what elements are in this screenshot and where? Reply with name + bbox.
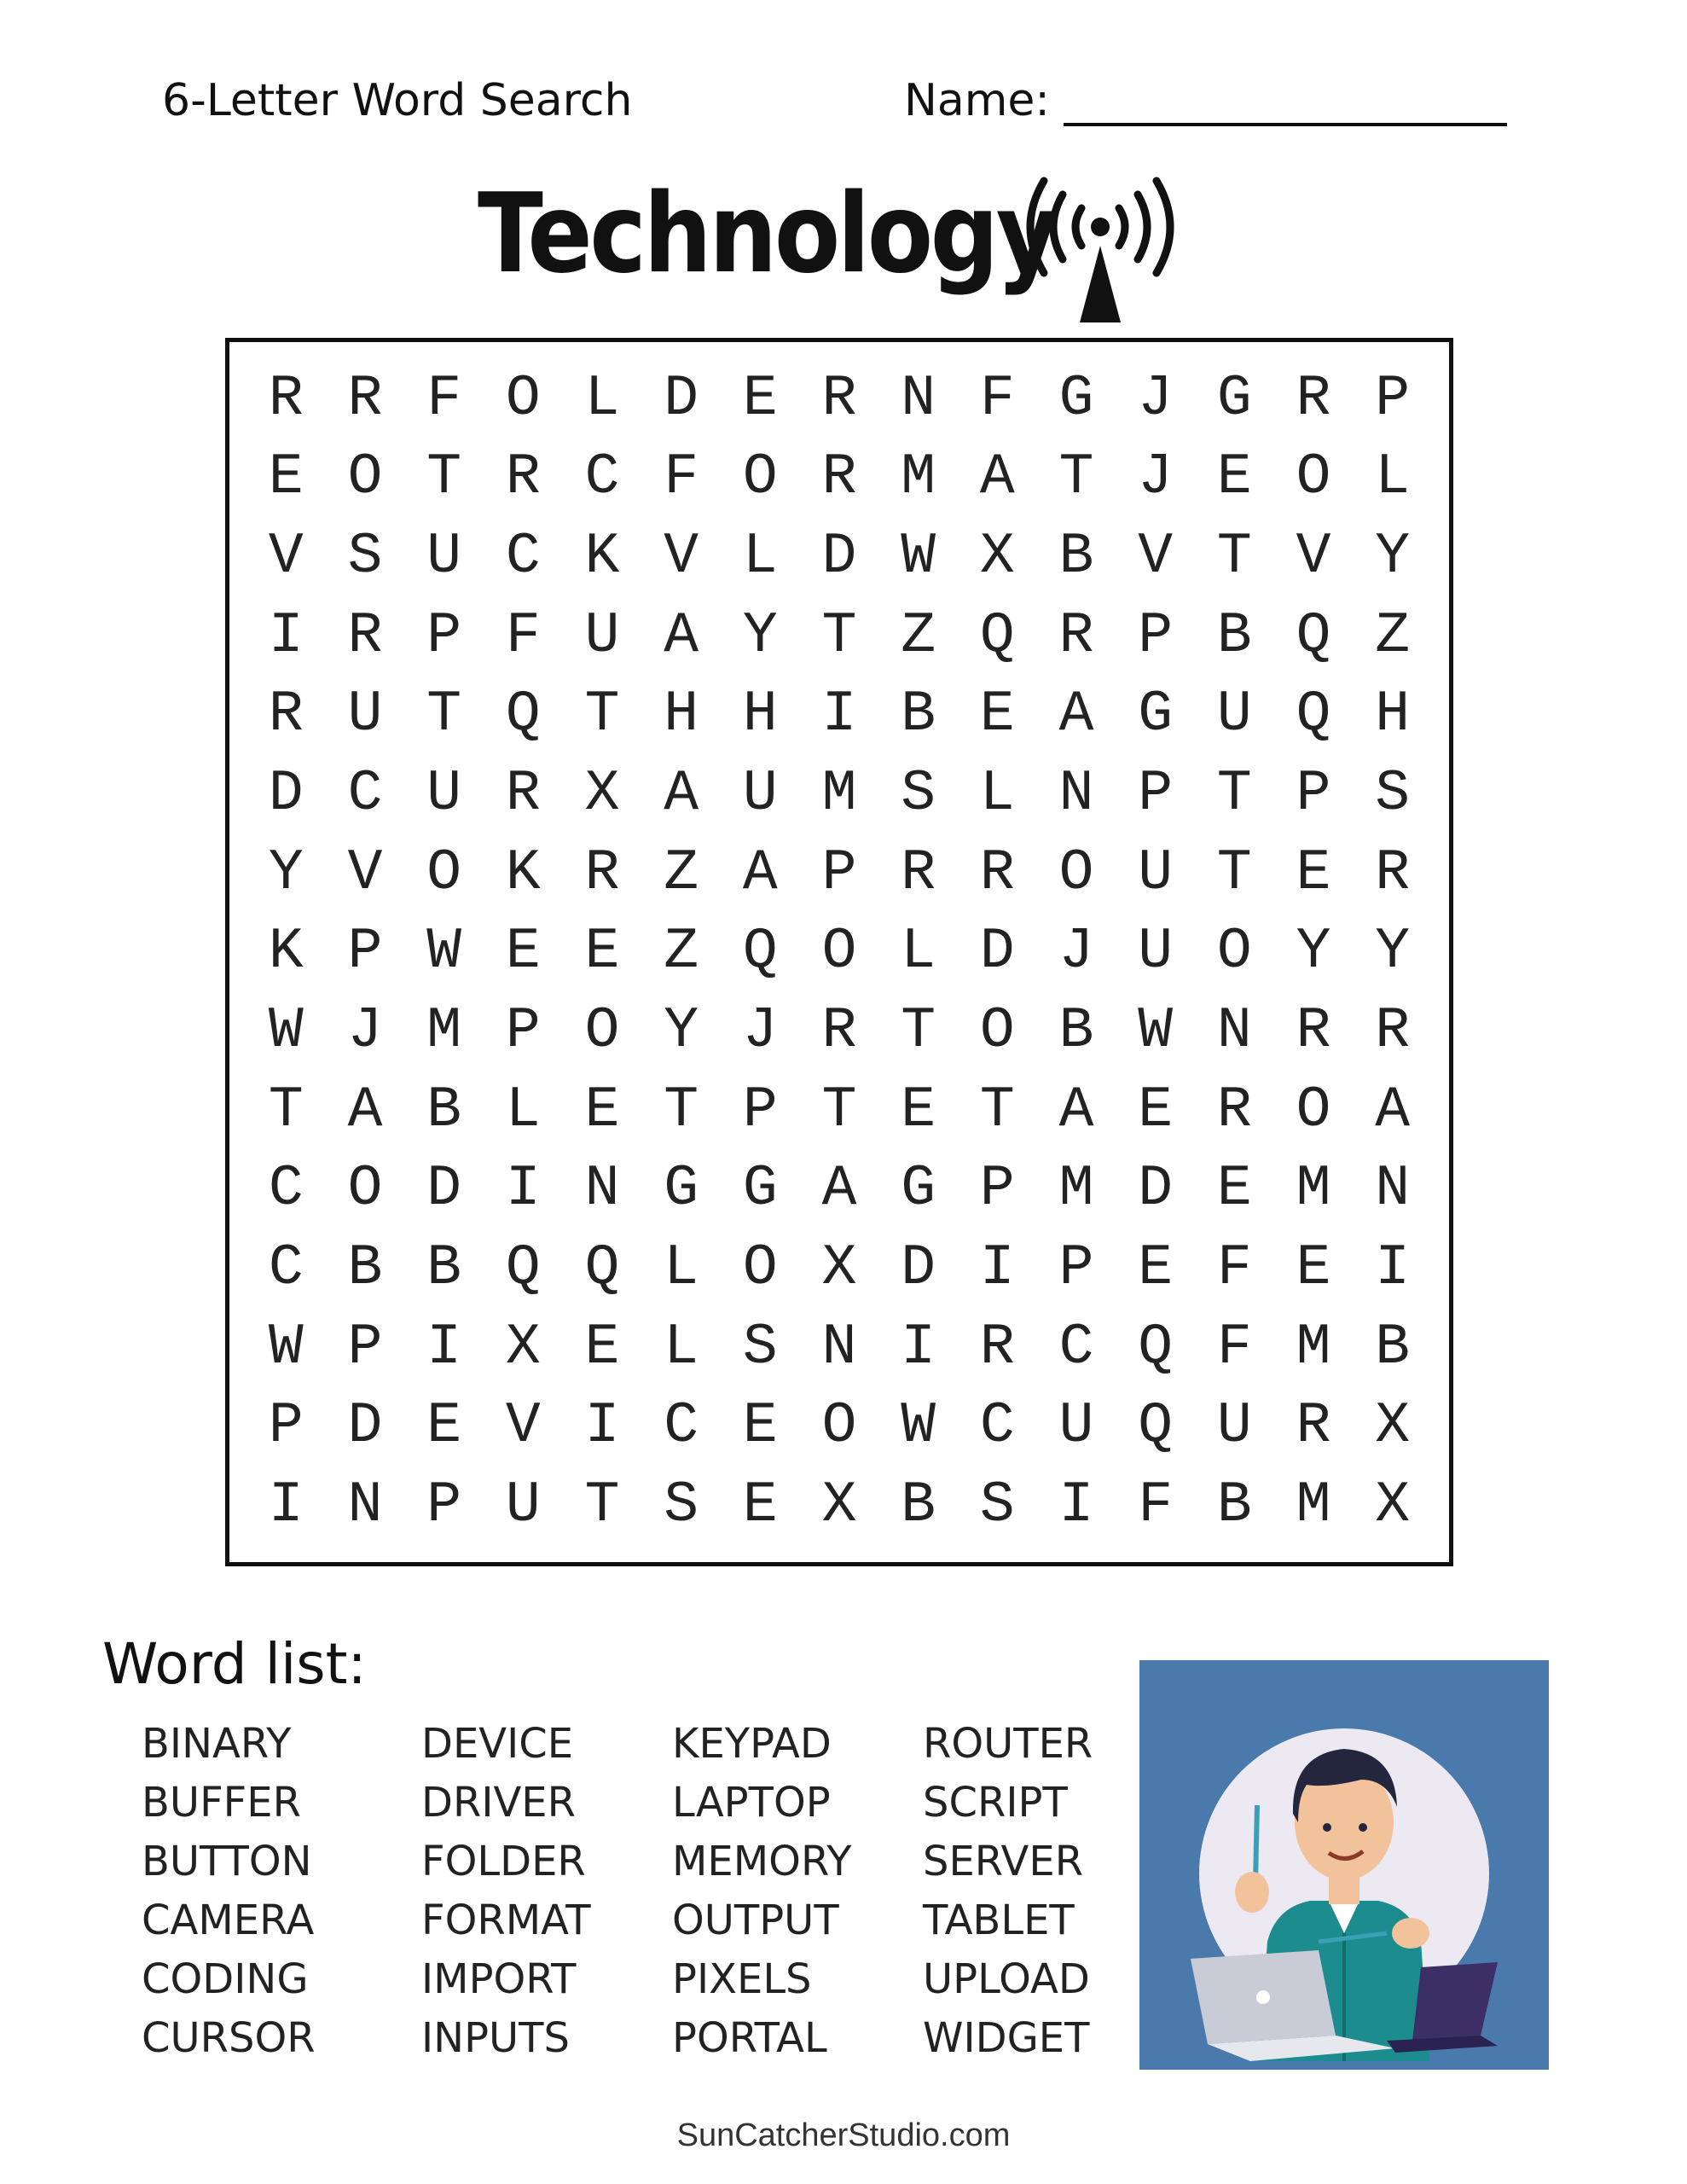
grid-letter: F (1216, 1314, 1252, 1380)
grid-letter: P (1375, 365, 1411, 432)
grid-letter: N (1216, 998, 1252, 1065)
grid-letter: R (1058, 602, 1094, 669)
grid-letter: C (664, 1393, 699, 1460)
grid-letter: I (821, 682, 857, 748)
grid-letter: U (1058, 1393, 1094, 1460)
grid-letter: C (347, 761, 383, 828)
grid-letter: U (1138, 919, 1174, 985)
grid-letter: O (584, 998, 620, 1065)
grid-letter: O (742, 444, 778, 511)
grid-letter: I (1058, 1472, 1094, 1539)
grid-letter: T (979, 1077, 1015, 1143)
grid-letter: H (1375, 682, 1411, 748)
grid-letter: P (1138, 602, 1174, 669)
grid-letter: J (1058, 919, 1094, 985)
grid-letter: U (584, 602, 620, 669)
grid-letter: P (1296, 761, 1331, 828)
grid-letter: O (821, 1393, 857, 1460)
grid-letter: R (1375, 998, 1411, 1065)
grid-letter: V (347, 839, 383, 906)
word-list-item: BUTTON (142, 1838, 312, 1885)
word-list-item: OUTPUT (672, 1896, 839, 1944)
grid-letter: X (584, 761, 620, 828)
grid-letter: U (1216, 682, 1252, 748)
word-list-item: KEYPAD (672, 1720, 832, 1768)
grid-letter: N (901, 365, 936, 432)
grid-letter: L (505, 1077, 541, 1143)
grid-letter: R (505, 761, 541, 828)
grid-letter: O (426, 839, 462, 906)
grid-letter: A (1058, 1077, 1094, 1143)
grid-letter: E (1216, 1156, 1252, 1223)
grid-letter: G (1058, 365, 1094, 432)
grid-letter: R (821, 444, 857, 511)
grid-letter: I (426, 1314, 462, 1380)
word-list-column-3 (672, 1715, 852, 2068)
grid-letter: I (268, 602, 304, 669)
grid-letter: C (1058, 1314, 1094, 1380)
grid-letter: V (664, 524, 699, 590)
grid-letter: V (505, 1393, 541, 1460)
grid-letter: W (268, 998, 304, 1065)
grid-letter: P (505, 998, 541, 1065)
grid-letter: X (979, 524, 1015, 590)
grid-letter: I (505, 1156, 541, 1223)
grid-letter: P (426, 602, 462, 669)
grid-letter: Q (1296, 682, 1331, 748)
grid-letter: I (1375, 1235, 1411, 1302)
grid-letter: U (505, 1472, 541, 1539)
grid-letter: Q (1296, 602, 1331, 669)
grid-letter: A (1375, 1077, 1411, 1143)
grid-letter: U (347, 682, 383, 748)
grid-letter: O (1058, 839, 1094, 906)
grid-letter: D (268, 761, 304, 828)
grid-letter: L (979, 761, 1015, 828)
grid-letter: D (347, 1393, 383, 1460)
grid-letter: D (1138, 1156, 1174, 1223)
grid-letter: W (901, 1393, 936, 1460)
grid-letter: A (664, 761, 699, 828)
word-list-item: CAMERA (142, 1896, 315, 1944)
grid-letter: R (268, 365, 304, 432)
grid-letter: I (901, 1314, 936, 1380)
grid-letter: Z (664, 839, 699, 906)
grid-letter: G (664, 1156, 699, 1223)
grid-letter: E (584, 919, 620, 985)
grid-letter: O (505, 365, 541, 432)
grid-letter: R (979, 839, 1015, 906)
antenna-signal-icon (1006, 171, 1194, 333)
grid-letter: R (1296, 998, 1331, 1065)
grid-letter: U (1138, 839, 1174, 906)
grid-letter: T (1216, 839, 1252, 906)
grid-letter: D (664, 365, 699, 432)
grid-letter: A (821, 1156, 857, 1223)
grid-letter: J (1138, 444, 1174, 511)
grid-letter: G (901, 1156, 936, 1223)
grid-letter: R (347, 365, 383, 432)
grid-letter: M (426, 998, 462, 1065)
grid-letter: F (979, 365, 1015, 432)
grid-letter: K (268, 919, 304, 985)
word-list-column-1 (142, 1715, 316, 2068)
name-label: Name: (904, 75, 1050, 126)
grid-letter: Y (1296, 919, 1331, 985)
grid-letter: D (426, 1156, 462, 1223)
grid-letter: E (1296, 1235, 1331, 1302)
grid-letter: T (426, 444, 462, 511)
word-list-item: FORMAT (421, 1896, 591, 1944)
grid-letter: Q (505, 1235, 541, 1302)
grid-letter: U (426, 524, 462, 590)
grid-letter: R (1296, 1393, 1331, 1460)
grid-letter: E (1138, 1235, 1174, 1302)
grid-letter: O (1216, 919, 1252, 985)
grid-letter: H (664, 682, 699, 748)
grid-letter: P (347, 919, 383, 985)
grid-letter: G (1216, 365, 1252, 432)
grid-letter: T (1216, 524, 1252, 590)
word-list-item: LAPTOP (672, 1779, 831, 1827)
grid-letter: Y (268, 839, 304, 906)
word-list-item: CURSOR (142, 2014, 316, 2062)
grid-letter: T (584, 1472, 620, 1539)
grid-letter: X (821, 1472, 857, 1539)
grid-letter: L (664, 1235, 699, 1302)
grid-letter: L (584, 365, 620, 432)
grid-letter: T (268, 1077, 304, 1143)
grid-letter: O (1296, 1077, 1331, 1143)
grid-letter: C (505, 524, 541, 590)
grid-letter: R (821, 998, 857, 1065)
word-list-item: MEMORY (672, 1838, 852, 1885)
grid-letter: G (1138, 682, 1174, 748)
grid-letter: O (742, 1235, 778, 1302)
grid-letter: C (268, 1156, 304, 1223)
grid-letter: I (979, 1235, 1015, 1302)
grid-letter: M (901, 444, 936, 511)
word-list-item: ROUTER (923, 1720, 1093, 1768)
grid-letter: O (821, 919, 857, 985)
grid-letter: N (821, 1314, 857, 1380)
worksheet-subtitle: 6-Letter Word Search (162, 75, 633, 126)
word-list-item: DRIVER (421, 1779, 576, 1827)
grid-letter: B (1375, 1314, 1411, 1380)
grid-letter: C (584, 444, 620, 511)
grid-letter: E (1138, 1077, 1174, 1143)
grid-letter: X (1375, 1472, 1411, 1539)
word-list-item: SERVER (923, 1838, 1084, 1885)
grid-letter: O (347, 1156, 383, 1223)
grid-letter: Q (1138, 1314, 1174, 1380)
grid-letter: Q (742, 919, 778, 985)
grid-letter: F (664, 444, 699, 511)
grid-letter: S (664, 1472, 699, 1539)
word-list-item: UPLOAD (923, 1955, 1090, 2003)
grid-letter: K (505, 839, 541, 906)
grid-letter: N (1375, 1156, 1411, 1223)
grid-letter: Y (1375, 919, 1411, 985)
grid-letter: O (347, 444, 383, 511)
grid-letter: U (1216, 1393, 1252, 1460)
grid-letter: P (347, 1314, 383, 1380)
grid-letter: E (584, 1077, 620, 1143)
grid-letter: E (268, 444, 304, 511)
grid-letter: N (1058, 761, 1094, 828)
grid-letter: O (979, 998, 1015, 1065)
grid-letter: S (742, 1314, 778, 1380)
grid-letter: E (1216, 444, 1252, 511)
grid-letter: E (901, 1077, 936, 1143)
grid-letter: E (742, 1393, 778, 1460)
grid-letter: P (268, 1393, 304, 1460)
grid-letter: D (901, 1235, 936, 1302)
grid-letter: E (505, 919, 541, 985)
grid-letter: S (347, 524, 383, 590)
grid-letter: J (1138, 365, 1174, 432)
grid-letter: S (901, 761, 936, 828)
grid-letter: F (505, 602, 541, 669)
grid-letter: W (901, 524, 936, 590)
grid-letter: B (426, 1235, 462, 1302)
grid-letter: A (742, 839, 778, 906)
grid-letter: U (742, 761, 778, 828)
grid-letter: L (664, 1314, 699, 1380)
grid-letter: E (1296, 839, 1331, 906)
grid-letter: P (979, 1156, 1015, 1223)
word-list-item: IMPORT (421, 1955, 577, 2003)
grid-letter: P (742, 1077, 778, 1143)
grid-letter: Q (505, 682, 541, 748)
grid-letter: R (821, 365, 857, 432)
name-field (904, 75, 1507, 126)
word-list-item: FOLDER (421, 1838, 586, 1885)
grid-letter: P (1058, 1235, 1094, 1302)
grid-letter: R (1216, 1077, 1252, 1143)
grid-letter: J (347, 998, 383, 1065)
word-search-grid (225, 338, 1453, 1566)
word-list-item: BINARY (142, 1720, 292, 1768)
grid-letter: X (821, 1235, 857, 1302)
grid-letter: X (505, 1314, 541, 1380)
grid-letter: L (901, 919, 936, 985)
grid-letter: D (821, 524, 857, 590)
grid-letter: V (1138, 524, 1174, 590)
grid-letter: P (426, 1472, 462, 1539)
grid-letter: F (1216, 1235, 1252, 1302)
grid-letter: B (1216, 602, 1252, 669)
grid-letter: C (268, 1235, 304, 1302)
footer-website[interactable]: SunCatcherStudio.com (676, 2117, 1011, 2153)
word-list-item: PORTAL (672, 2014, 827, 2062)
grid-letter: A (1058, 682, 1094, 748)
grid-letter: K (584, 524, 620, 590)
grid-letter: E (426, 1393, 462, 1460)
grid-letter: R (1375, 839, 1411, 906)
grid-letter: G (742, 1156, 778, 1223)
grid-letter: M (1296, 1314, 1331, 1380)
grid-letter: Y (1375, 524, 1411, 590)
grid-letter: P (1138, 761, 1174, 828)
grid-letter: B (1058, 998, 1094, 1065)
word-list-column-2 (421, 1715, 591, 2068)
grid-letter: W (268, 1314, 304, 1380)
grid-letter: T (1216, 761, 1252, 828)
grid-letter: Q (979, 602, 1015, 669)
grid-letter: R (1296, 365, 1331, 432)
grid-letter: T (821, 1077, 857, 1143)
grid-letter: F (426, 365, 462, 432)
grid-letter: T (426, 682, 462, 748)
grid-letter: D (979, 919, 1015, 985)
grid-letter: R (505, 444, 541, 511)
word-list-item: TABLET (923, 1896, 1075, 1944)
grid-letter: M (1058, 1156, 1094, 1223)
grid-letter: M (1296, 1156, 1331, 1223)
grid-letter: B (1058, 524, 1094, 590)
word-list-item: WIDGET (923, 2014, 1090, 2062)
grid-letter: P (821, 839, 857, 906)
grid-letter: Z (901, 602, 936, 669)
grid-letter: H (742, 682, 778, 748)
grid-letter: J (742, 998, 778, 1065)
grid-letter: O (1296, 444, 1331, 511)
grid-letter: M (821, 761, 857, 828)
word-list-label: Word list: (102, 1631, 367, 1697)
grid-letter: C (979, 1393, 1015, 1460)
word-list-item: PIXELS (672, 1955, 812, 2003)
grid-letter: Q (584, 1235, 620, 1302)
grid-letter: A (979, 444, 1015, 511)
grid-letter: T (664, 1077, 699, 1143)
grid-letter: E (979, 682, 1015, 748)
word-list-column-4 (923, 1715, 1093, 2068)
grid-letter: B (1216, 1472, 1252, 1539)
man-with-laptop-illustration (1139, 1660, 1549, 2070)
grid-letter: E (742, 1472, 778, 1539)
grid-letter: F (1138, 1472, 1174, 1539)
word-list-item: DEVICE (421, 1720, 574, 1768)
grid-letter: B (426, 1077, 462, 1143)
grid-letter: A (664, 602, 699, 669)
grid-letter: L (742, 524, 778, 590)
grid-letter: N (584, 1156, 620, 1223)
grid-letter: N (347, 1472, 383, 1539)
grid-letter: I (268, 1472, 304, 1539)
grid-letter: V (1296, 524, 1331, 590)
grid-letter: Y (742, 602, 778, 669)
grid-letter: S (979, 1472, 1015, 1539)
grid-letter: E (584, 1314, 620, 1380)
grid-letter: R (901, 839, 936, 906)
grid-letter: I (584, 1393, 620, 1460)
grid-letter: S (1375, 761, 1411, 828)
grid-letter: E (742, 365, 778, 432)
grid-letter: R (347, 602, 383, 669)
grid-letter: Z (1375, 602, 1411, 669)
grid-letter: Y (664, 998, 699, 1065)
grid-letter: Z (664, 919, 699, 985)
grid-letter: A (347, 1077, 383, 1143)
grid-letter: W (1138, 998, 1174, 1065)
grid-letter: L (1375, 444, 1411, 511)
grid-letter: B (901, 1472, 936, 1539)
grid-letter: R (979, 1314, 1015, 1380)
grid-letter: T (1058, 444, 1094, 511)
word-list-item: CODING (142, 1955, 309, 2003)
name-blank-line[interactable] (1064, 78, 1507, 126)
grid-letter: T (901, 998, 936, 1065)
grid-letter: T (584, 682, 620, 748)
grid-letter: R (584, 839, 620, 906)
grid-letter: V (268, 524, 304, 590)
grid-letter: M (1296, 1472, 1331, 1539)
grid-letter: R (268, 682, 304, 748)
word-list-item: SCRIPT (923, 1779, 1068, 1827)
grid-letter: T (821, 602, 857, 669)
word-list-item: BUFFER (142, 1779, 301, 1827)
grid-letter: B (347, 1235, 383, 1302)
word-list-item: INPUTS (421, 2014, 570, 2062)
grid-letter: X (1375, 1393, 1411, 1460)
grid-letter: U (426, 761, 462, 828)
page-title: Technology (478, 171, 1056, 298)
grid-letter: W (426, 919, 462, 985)
grid-letter: Q (1138, 1393, 1174, 1460)
grid-letter: B (901, 682, 936, 748)
